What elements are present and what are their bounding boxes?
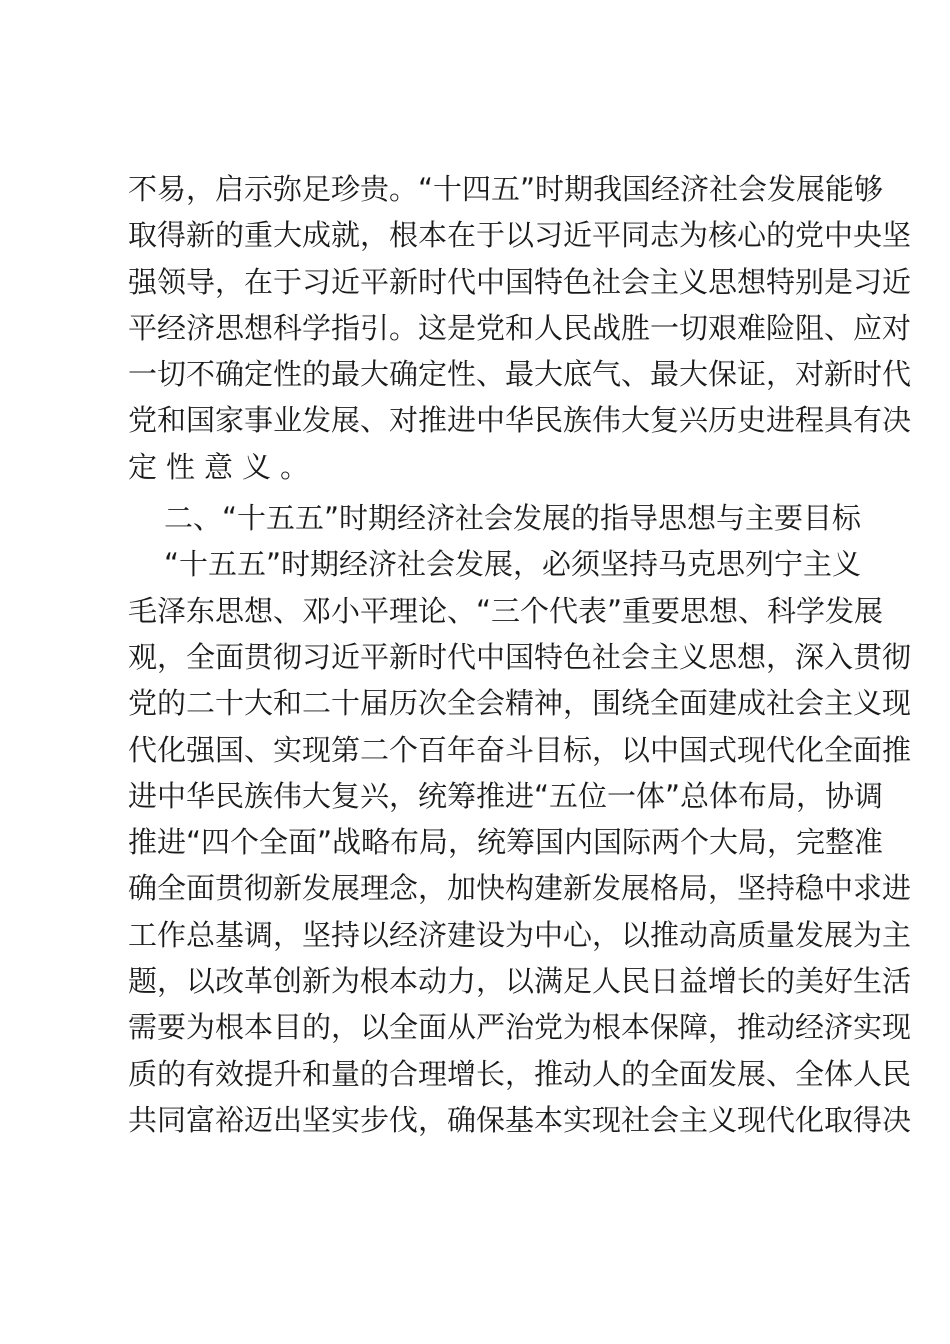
text-line: 观，全面贯彻习近平新时代中国特色社会主义思想，深入贯彻 (128, 639, 912, 674)
text-line: 毛泽东思想、邓小平理论、“三个代表”重要思想、科学发展 (128, 593, 884, 628)
paragraph-1 (128, 166, 912, 490)
text-line: 党的二十大和二十届历次全会精神，围绕全面建成社会主义现 (128, 686, 912, 721)
text-line: 推进“四个全面”战略布局，统筹国内国际两个大局，完整准 (128, 825, 884, 860)
section-heading: 二、“十五五”时期经济社会发展的指导思想与主要目标 (164, 501, 862, 536)
text-line: 取得新的重大成就，根本在于以习近平同志为核心的党中央坚 (128, 218, 912, 253)
text-line: “十五五”时期经济社会发展，必须坚持马克思列宁主义 (164, 547, 862, 582)
text-line: 一切不确定性的最大确定性、最大底气、最大保证，对新时代 (128, 357, 912, 392)
text-line: 需要为根本目的，以全面从严治党为根本保障，推动经济实现 (128, 1010, 912, 1045)
text-line: 共同富裕迈出坚实步伐，确保基本实现社会主义现代化取得决 (128, 1102, 912, 1137)
text-line: 平经济思想科学指引。这是党和人民战胜一切艰难险阻、应对 (128, 310, 912, 345)
text-line: 党和国家事业发展、对推进中华民族伟大复兴历史进程具有决 (128, 403, 912, 438)
document-page (128, 166, 912, 1143)
text-line: 定性意义。 (128, 449, 319, 484)
text-line: 进中华民族伟大复兴，统筹推进“五位一体”总体布局，协调 (128, 778, 884, 813)
text-line: 不易，启示弥足珍贵。“十四五”时期我国经济社会发展能够 (128, 172, 884, 206)
text-line: 代化强国、实现第二个百年奋斗目标，以中国式现代化全面推 (128, 732, 912, 767)
text-line: 题，以改革创新为根本动力，以满足人民日益增长的美好生活 (128, 964, 912, 999)
text-line: 强领导，在于习近平新时代中国特色社会主义思想特别是习近 (128, 264, 912, 299)
text-line: 工作总基调，坚持以经济建设为中心，以推动高质量发展为主 (128, 917, 912, 952)
text-line: 质的有效提升和量的合理增长，推动人的全面发展、全体人民 (128, 1056, 912, 1091)
paragraph-2 (128, 541, 912, 1143)
text-line: 确全面贯彻新发展理念，加快构建新发展格局，坚持稳中求进 (128, 871, 912, 906)
